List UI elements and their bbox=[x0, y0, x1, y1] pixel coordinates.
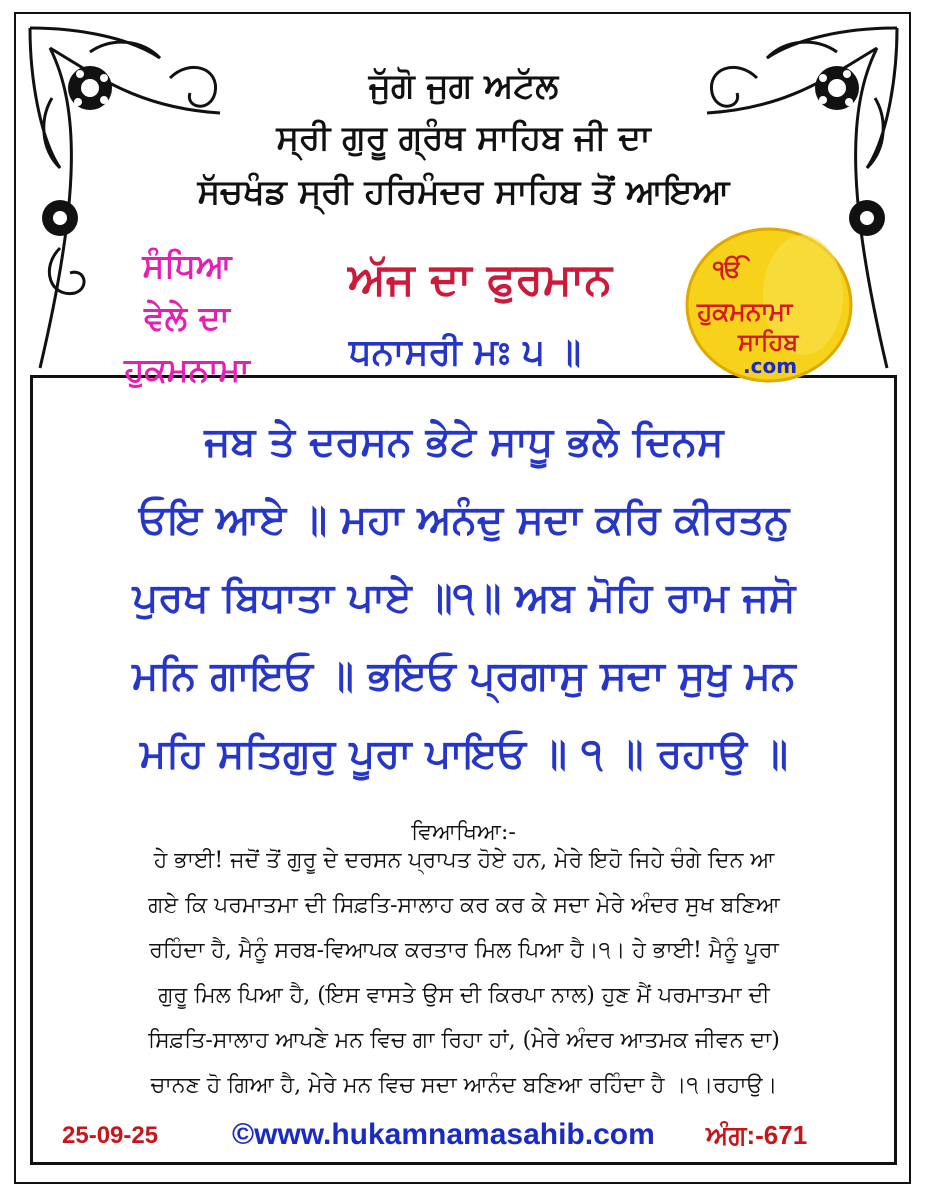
evening-hukamnama-label bbox=[92, 240, 282, 396]
shabad-line: ਓਇ ਆਏ ॥ ਮਹਾ ਅਨੰਦੁ ਸਦਾ ਕਰਿ ਕੀਰਤਨੁ bbox=[138, 497, 790, 543]
shabad-line: ਜਬ ਤੇ ਦਰਸਨ ਭੇਟੇ ਸਾਧੂ ਭਲੇ ਦਿਨਸ bbox=[204, 419, 724, 465]
explanation-text bbox=[38, 838, 890, 1108]
explanation-line: ਚਾਨਣ ਹੋ ਗਿਆ ਹੈ, ਮੇਰੇ ਮਨ ਵਿਚ ਸਦਾ ਆਨੰਦ ਬਣਿਆ ਰਹਿੰਦਾ ਹੈ ।੧।ਰਹਾਉ। bbox=[150, 1073, 778, 1098]
shabad-line: ਪੁਰਖ ਬਿਧਾਤਾ ਪਾਏ ॥੧॥ ਅਬ ਮੋਹਿ ਰਾਮ ਜਸੋ bbox=[132, 575, 796, 621]
explanation-line: ਹੇ ਭਾਈ! ਜਦੋਂ ਤੋਂ ਗੁਰੂ ਦੇ ਦਰਸਨ ਪ੍ਰਾਪਤ ਹੋਏ ਹਨ, ਮੇਰੇ ਇਹੋ ਜਿਹੇ ਚੰਗੇ ਦਿਨ ਆ bbox=[153, 848, 775, 873]
badge-line-2: ਸਾਹਿਬ bbox=[738, 328, 799, 356]
footer-ang-number: ਅੰਗ:-671 bbox=[706, 1120, 808, 1150]
explanation-line: ਗੁਰੂ ਮਿਲ ਪਿਆ ਹੈ, (ਇਸ ਵਾਸਤੇ ਉਸ ਦੀ ਕਿਰਪਾ ਨਾਲ) ਹੁਣ ਮੈਂ ਪਰਮਾਤਮਾ ਦੀ bbox=[158, 983, 770, 1008]
footer-website-link[interactable]: ©www.hukamnamasahib.com bbox=[232, 1118, 655, 1151]
explanation-line: ਰਹਿੰਦਾ ਹੈ, ਮੈਨੂੰ ਸਰਬ-ਵਿਆਪਕ ਕਰਤਾਰ ਮਿਲ ਪਿਆ ਹੈ।੧। ਹੇ ਭਾਈ! ਮੈਨੂੰ ਪੂਰਾ bbox=[149, 938, 779, 963]
footer bbox=[0, 1118, 927, 1158]
evening-label-line: ਸੰਧਿਆ bbox=[142, 246, 232, 285]
header-line-1: ਜੁੱਗੋ ਜੁਗ ਅਟੱਲ bbox=[368, 66, 559, 106]
explanation-heading: ਵਿਆਖਿਆ:- bbox=[411, 820, 516, 845]
evening-label-line: ਹੁਕਮਨਾਮਾ bbox=[124, 350, 250, 389]
shabad-line: ਮਹਿ ਸਤਿਗੁਰੁ ਪੂਰਾ ਪਾਇਓ ॥ ੧ ॥ ਰਹਾਉ ॥ bbox=[140, 731, 788, 777]
explanation-line: ਸਿਫ਼ਤਿ-ਸਾਲਾਹ ਆਪਣੇ ਮਨ ਵਿਚ ਗਾ ਰਿਹਾ ਹਾਂ, (ਮੇਰੇ ਅੰਦਰ ਆਤਮਕ ਜੀਵਨ ਦਾ) bbox=[148, 1028, 780, 1053]
header-line-3: ਸੱਚਖੰਡ ਸ੍ਰੀ ਹਰਿਮੰਦਰ ਸਾਹਿਬ ਤੋਂ ਆਇਆ bbox=[197, 172, 730, 212]
footer-date: 25-09-25 bbox=[62, 1122, 159, 1149]
badge-symbol: ੴ bbox=[713, 255, 743, 283]
today-title: ਅੱਜ ਦਾ ਫੁਰਮਾਨ bbox=[348, 254, 612, 305]
badge-line-3: .com bbox=[743, 354, 798, 378]
badge-line-1: ਹੁਕਮਨਾਮਾ bbox=[697, 297, 793, 326]
hukamnama-sahib-logo-icon bbox=[683, 225, 853, 385]
shabad-line: ਮਨਿ ਗਾਇਓ ॥ ਭਇਓ ਪ੍ਰਗਾਸੁ ਸਦਾ ਸੁਖੁ ਮਨ bbox=[132, 653, 796, 699]
raag-heading: ਧਨਾਸਰੀ ਮਃ ੫ ॥ bbox=[349, 332, 581, 373]
shabad-text bbox=[38, 403, 890, 793]
evening-label-line: ਵੇਲੇ ਦਾ bbox=[144, 298, 230, 337]
explanation-line: ਗਏ ਕਿ ਪਰਮਾਤਮਾ ਦੀ ਸਿਫ਼ਤਿ-ਸਾਲਾਹ ਕਰ ਕਰ ਕੇ ਸਦਾ ਮੇਰੇ ਅੰਦਰ ਸੁਖ ਬਣਿਆ bbox=[148, 893, 780, 918]
header-line-2: ਸ੍ਰੀ ਗੁਰੂ ਗ੍ਰੰਥ ਸਾਹਿਬ ਜੀ ਦਾ bbox=[276, 118, 651, 158]
